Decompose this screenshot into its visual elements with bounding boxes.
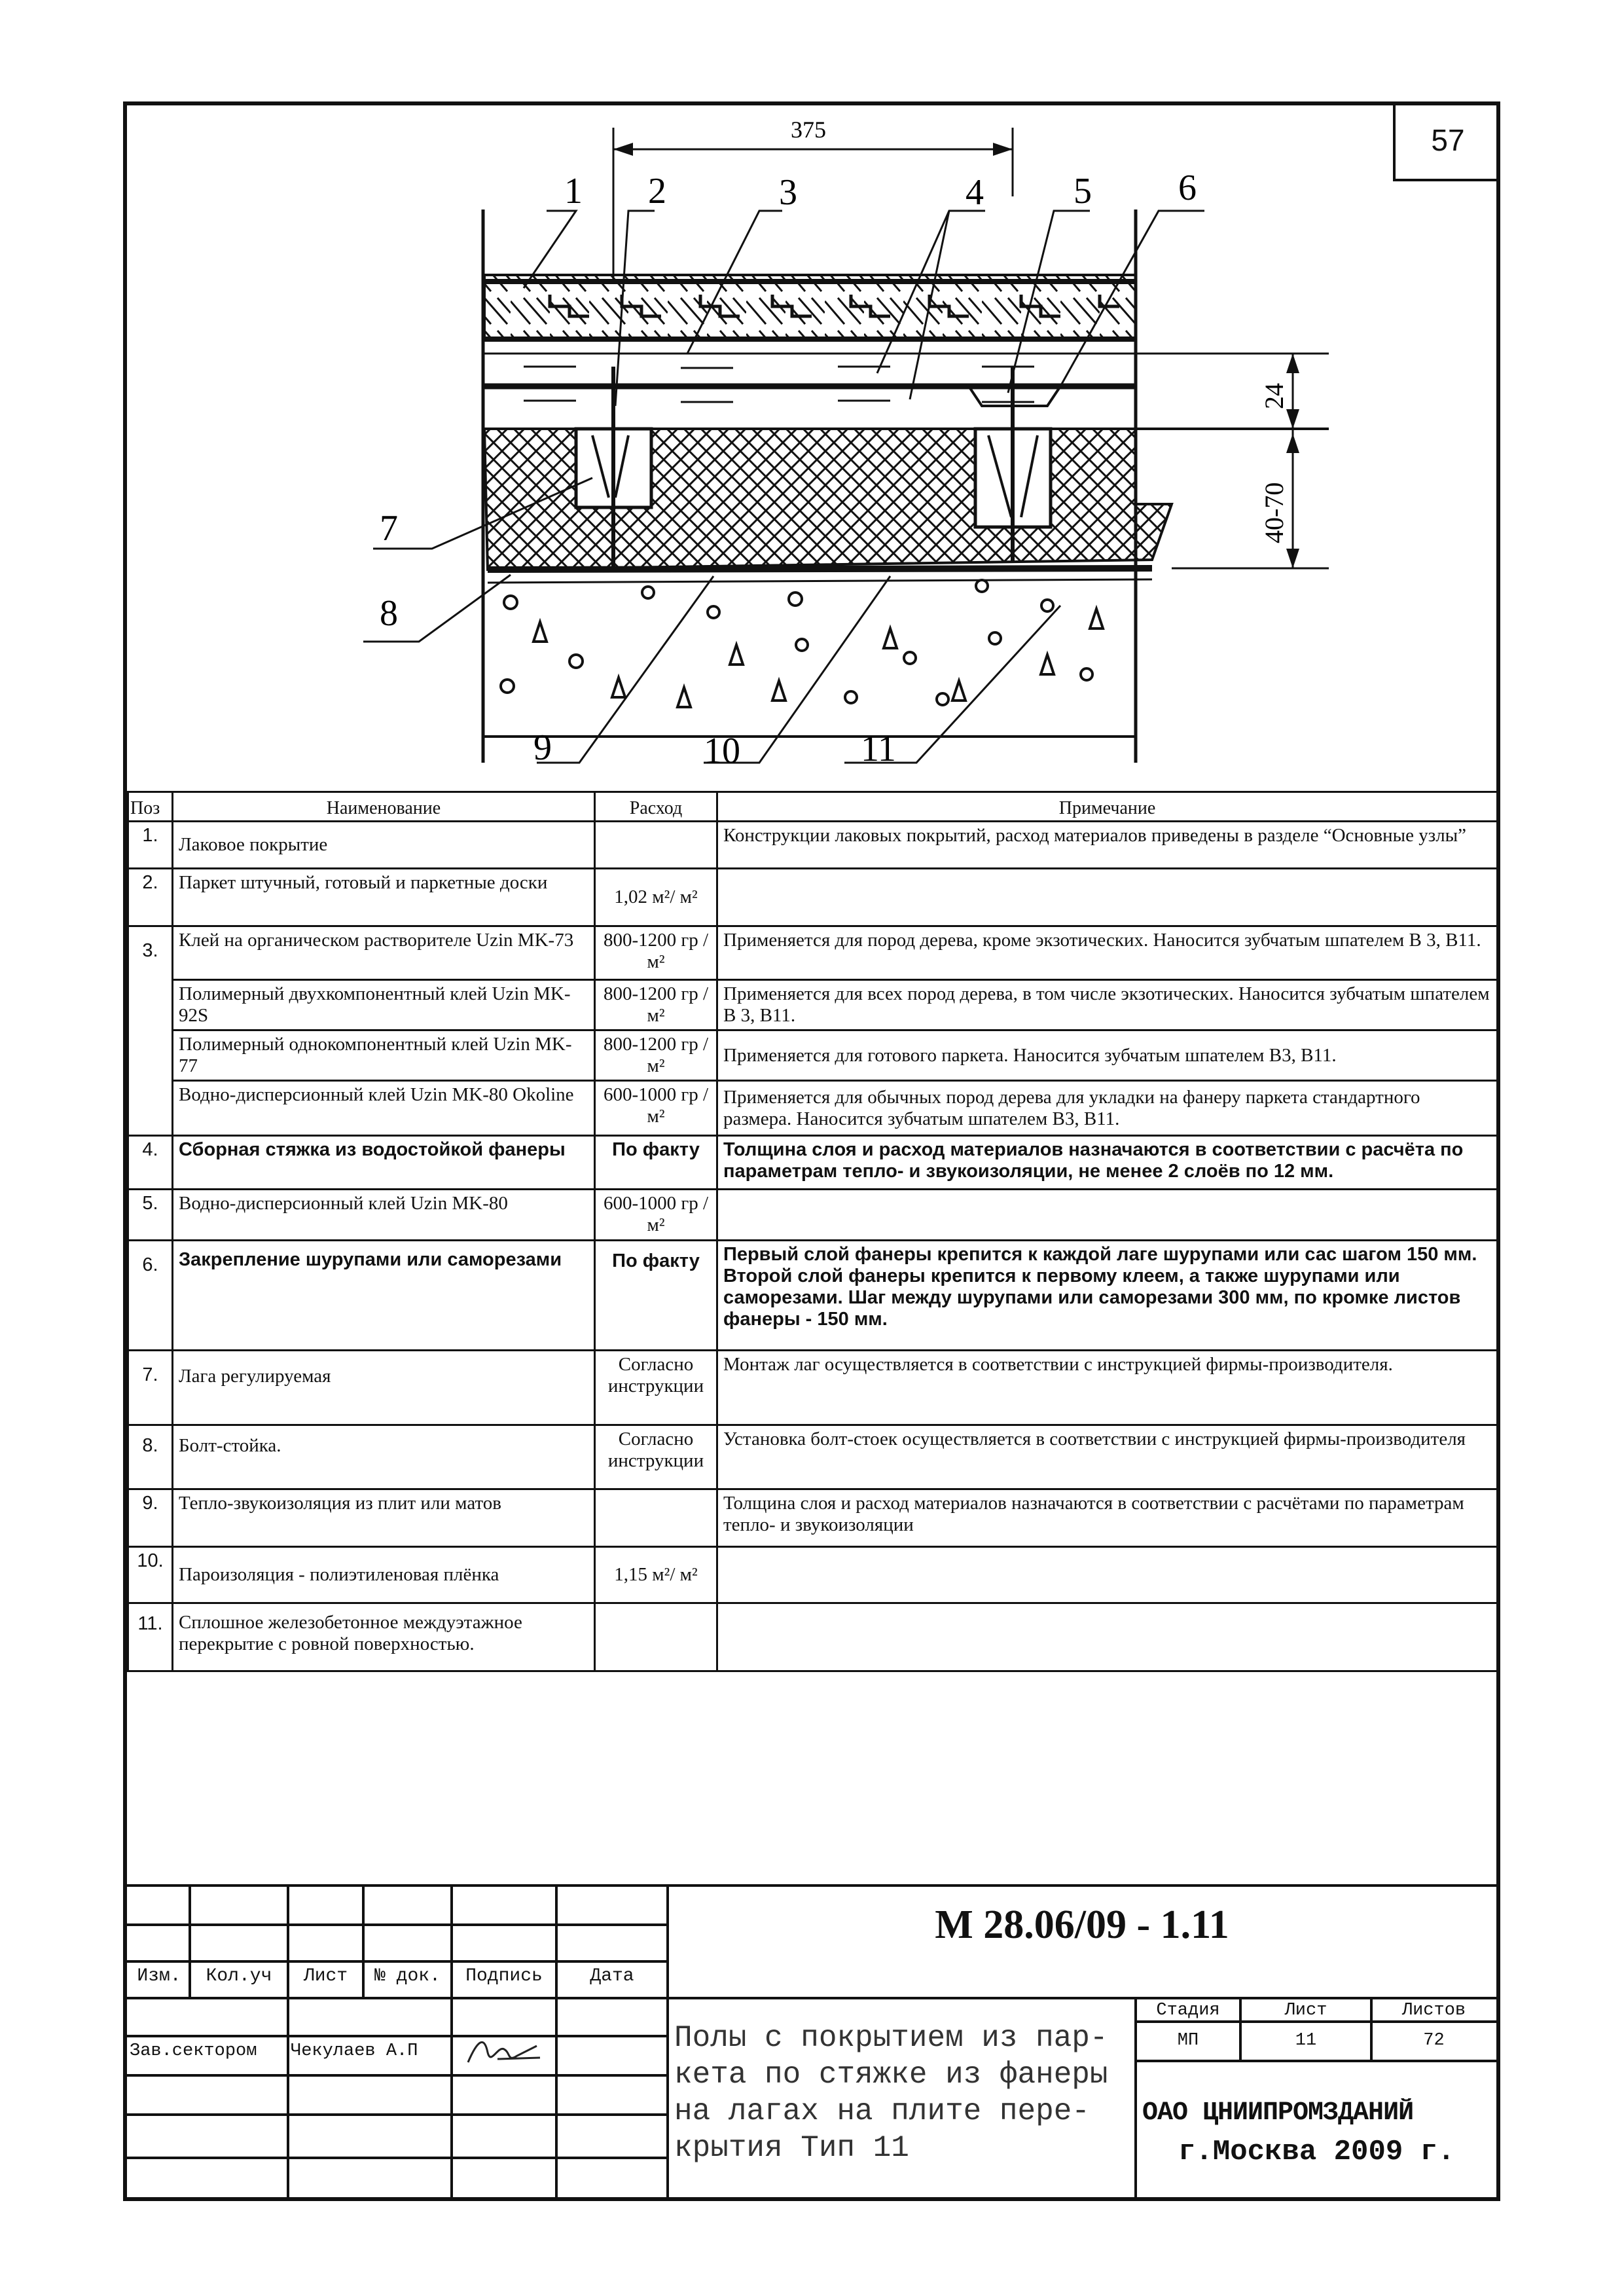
row-note [717, 869, 1498, 926]
signature [458, 2033, 550, 2072]
row-note: Применяется для всех пород дерева, в том числе экзотических. Наносится зубчатым шпателем В 3, В11. [717, 980, 1498, 1030]
row-pos: 9. [128, 1489, 173, 1547]
row-name: Лага регулируемая [173, 1351, 595, 1425]
row-note: Толщина слоя и расход материалов назначаются в соответствии с расчёта по параметрам тепло- и звукоизоляции, не менее 2 слоёв по 12 мм. [717, 1136, 1498, 1190]
callout-8: 8 [380, 593, 398, 634]
callout-1: 1 [564, 171, 583, 211]
table-row [128, 869, 1498, 926]
row-note [717, 1547, 1498, 1603]
stage-label: Стадия [1156, 2001, 1220, 2020]
row-pos: 8. [128, 1425, 173, 1489]
callout-4: 4 [965, 172, 984, 213]
row-qty: Согласно инструкции [595, 1351, 717, 1425]
row-qty: 1,02 м²/ м² [595, 869, 717, 926]
sheet-value: 11 [1295, 2031, 1317, 2050]
table-row [128, 1136, 1498, 1190]
row-pos: 2. [128, 869, 173, 926]
drawing-title-line-4: крытия Тип 11 [674, 2131, 909, 2165]
row-name: Лаковое покрытие [173, 822, 595, 869]
callout-7: 7 [380, 508, 398, 549]
col-header-signature: Подпись [465, 1966, 543, 1986]
row-name: Тепло-звукоизоляция из плит или матов [173, 1489, 595, 1547]
row-pos: 4. [128, 1136, 173, 1190]
row-qty: 1,15 м²/ м² [595, 1547, 717, 1603]
row-pos: 1. [128, 822, 173, 869]
row-name: Клей на органическом растворителе Uzin MK-73 [173, 926, 595, 980]
drawing-title [674, 2020, 1132, 2166]
specification-table [127, 791, 1498, 1672]
floor-section-drawing [0, 0, 1624, 792]
table-row [128, 980, 1498, 1030]
row-note: Применяется для обычных пород дерева для укладки на фанеру паркета стандартного размера. Наносится зубчатым шпателем В3, В11. [717, 1081, 1498, 1136]
table-header-row [128, 792, 1498, 822]
dimension-40-70: 40-70 [1259, 482, 1289, 543]
table-row [128, 1489, 1498, 1547]
organization: ОАО ЦНИИПРОМЗДАНИЙ [1142, 2098, 1414, 2128]
row-name: Болт-стойка. [173, 1425, 595, 1489]
document-code: М 28.06/09 - 1.11 [935, 1903, 1229, 1947]
row-note: Применяется для пород дерева, кроме экзотических. Наносится зубчатым шпателем В 3, В11. [717, 926, 1498, 980]
col-header-date: Дата [590, 1966, 634, 1986]
row-qty [595, 1603, 717, 1671]
callout-9: 9 [533, 727, 552, 768]
col-header-doc-no: № док. [374, 1966, 441, 1986]
callout-10: 10 [704, 731, 740, 771]
sheet-number: 57 [1393, 101, 1500, 181]
table-row [128, 1030, 1498, 1081]
sheet-label: Лист [1284, 2001, 1327, 2020]
drawing-title-line-1: Полы с покрытием из пар- [674, 2021, 1108, 2055]
row-name: Полимерный двухкомпонентный клей Uzin MK-92S [173, 980, 595, 1030]
row-pos: 5. [128, 1190, 173, 1241]
callout-3: 3 [779, 172, 797, 213]
row-pos: 3. [128, 926, 173, 1136]
drawing-title-line-3: на лагах на плите пере- [674, 2094, 1090, 2128]
row-note: Толщина слоя и расход материалов назначаются в соответствии с расчётами по параметрам тепло- и звукоизоляции [717, 1489, 1498, 1547]
dimension-375: 375 [791, 117, 826, 143]
row-name: Закрепление шурупами или саморезами [173, 1241, 595, 1351]
row-note: Применяется для готового паркета. Наносится зубчатым шпателем В3, В11. [717, 1030, 1498, 1081]
row-pos: 10. [128, 1547, 173, 1603]
row-note: Монтаж лаг осуществляется в соответствии с инструкцией фирмы-производителя. [717, 1351, 1498, 1425]
callout-2: 2 [648, 171, 666, 211]
row-qty: Согласно инструкции [595, 1425, 717, 1489]
table-row [128, 1603, 1498, 1671]
city-year: г.Москва 2009 г. [1178, 2136, 1455, 2168]
row-name: Паркет штучный, готовый и паркетные доски [173, 869, 595, 926]
row-note: Установка болт-стоек осуществляется в соответствии с инструкцией фирмы-производителя [717, 1425, 1498, 1489]
header-pos: Поз [128, 792, 173, 822]
row-qty [595, 822, 717, 869]
table-row [128, 1425, 1498, 1489]
row-qty: 800-1200 гр / м² [595, 926, 717, 980]
row-qty: 800-1200 гр / м² [595, 1030, 717, 1081]
row-qty: По факту [595, 1136, 717, 1190]
row-pos: 6. [128, 1241, 173, 1351]
row-note [717, 1603, 1498, 1671]
table-row [128, 1547, 1498, 1603]
table-row [128, 926, 1498, 980]
row-qty: 600-1000 гр / м² [595, 1081, 717, 1136]
callout-5: 5 [1074, 171, 1092, 211]
row-name: Сплошное железобетонное междуэтажное перекрытие с ровной поверхностью. [173, 1603, 595, 1671]
row-qty: По факту [595, 1241, 717, 1351]
col-header-izm: Изм. [137, 1966, 181, 1986]
row-pos: 7. [128, 1351, 173, 1425]
header-note: Примечание [717, 792, 1498, 822]
row-pos: 11. [128, 1603, 173, 1671]
row-qty: 800-1200 гр / м² [595, 980, 717, 1030]
table-row [128, 822, 1498, 869]
stage-value: МП [1177, 2031, 1199, 2050]
header-name: Наименование [173, 792, 595, 822]
row-name: Сборная стяжка из водостойкой фанеры [173, 1136, 595, 1190]
header-qty: Расход [595, 792, 717, 822]
row-name: Водно-дисперсионный клей Uzin MK-80 Okoline [173, 1081, 595, 1136]
sheets-label: Листов [1401, 2001, 1466, 2020]
row-note: Первый слой фанеры крепится к каждой лаге шурупами или сас шагом 150 мм. Второй слой фанеры крепится к первому клеем, а также шурупами или саморезами. Шаг между шурупами или саморезами 300 мм, по кромке листов фанеры - 150 мм. [717, 1241, 1498, 1351]
row-name: Полимерный однокомпонентный клей Uzin MK-77 [173, 1030, 595, 1081]
dimension-24: 24 [1259, 383, 1289, 409]
sheets-value: 72 [1423, 2031, 1445, 2050]
person-name: Чекулаев А.П [291, 2041, 418, 2061]
row-name: Пароизоляция - полиэтиленовая плёнка [173, 1547, 595, 1603]
row-qty: 600-1000 гр / м² [595, 1190, 717, 1241]
row-note [717, 1190, 1498, 1241]
table-row [128, 1190, 1498, 1241]
table-row [128, 1081, 1498, 1136]
callout-11: 11 [861, 729, 896, 769]
row-qty [595, 1489, 717, 1547]
row-note: Конструкции лаковых покрытий, расход материалов приведены в разделе “Основные узлы” [717, 822, 1498, 869]
callout-6: 6 [1178, 168, 1197, 208]
col-header-kol-uch: Кол.уч [206, 1966, 272, 1986]
table-row [128, 1241, 1498, 1351]
row-name: Водно-дисперсионный клей Uzin MK-80 [173, 1190, 595, 1241]
role-label: Зав.сектором [130, 2041, 257, 2061]
table-row [128, 1351, 1498, 1425]
drawing-title-line-2: кета по стяжке из фанеры [674, 2058, 1108, 2092]
col-header-list: Лист [303, 1966, 348, 1986]
